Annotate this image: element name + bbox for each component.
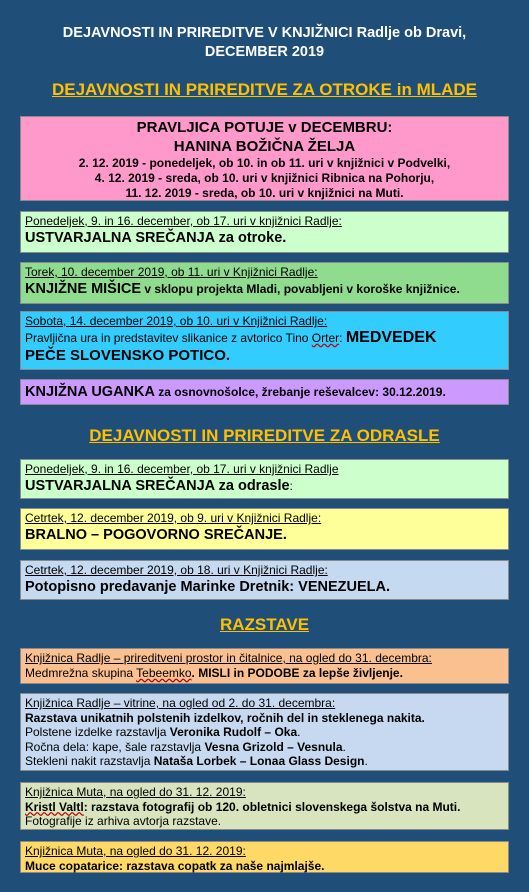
exhibit-slippers <box>20 841 509 873</box>
artist-name: Kristl Valtl <box>25 799 84 814</box>
punctuation: . <box>364 754 368 768</box>
event-date-line: 4. 12. 2019 - sreda, ob 10. uri v knjižnici Ribnica na Pohorju, <box>94 171 435 185</box>
event-name: BRALNO – POGOVORNO SREČANJE. <box>25 527 287 543</box>
event-date-line: 2. 12. 2019 - ponedeljek, ob 10. in ob 11. uri v knjižnici v Podvelki, <box>78 156 451 170</box>
event-when: Cetrtek, 12. december 2019, ob 18. uri v Knjižnici Radlje: <box>25 563 328 577</box>
author-name: Orter <box>311 331 340 345</box>
event-story-travel <box>20 116 509 201</box>
event-reading-talk <box>20 508 509 550</box>
event-date-line: 11. 12. 2019 - sreda, ob 10. uri v knjižnici na Muti. <box>125 186 404 200</box>
event-name: KNJIŽNE MIŠICE <box>25 281 142 297</box>
event-title: PRAVLJICA POTUJE v DECEMBRU: <box>136 119 393 136</box>
event-when: Sobota, 14. december 2019, ob 10. uri v Knjižnici Radlje: <box>25 314 328 328</box>
event-name-continued: PEČE SLOVENSKO POTICO. <box>25 347 231 364</box>
punctuation: . <box>297 725 301 739</box>
exhibit-line: Polstene izdelke razstavlja <box>25 725 170 739</box>
punctuation: : <box>339 331 346 345</box>
exhibit-showcases <box>20 693 509 771</box>
event-travel-lecture <box>20 560 509 600</box>
artist-name: Nataša Lorbek – Lonaa Glass Design <box>153 754 365 768</box>
event-when: Ponedeljek, 9. in 16. december, ob 17. uri v knjižnici Radlje: <box>25 214 342 228</box>
exhibit-where: Knjižnica Radlje – vitrine, na ogled od 2. do 31. decembra: <box>25 696 336 710</box>
event-description: za osnovnošolce, žrebanje reševalcev: 30.12.2019. <box>154 385 446 399</box>
event-when: Ponedeljek, 9. in 16. december, ob 17. uri v knjižnici Radlje <box>25 462 339 476</box>
event-when: Cetrtek, 12. december 2019, ob 9. uri v Knjižnici Radlje: <box>25 511 322 525</box>
page-title <box>0 24 529 62</box>
event-creative-kids <box>20 211 509 253</box>
exhibit-where: Knjižnica Muta, na ogled do 31. 12. 2019: <box>25 785 246 799</box>
exhibit-description: Medmrežna skupina <box>25 666 137 680</box>
section-heading-adults: DEJAVNOSTI IN PRIREDITVE ZA ODRASLE <box>89 426 440 445</box>
event-story-hour <box>20 311 509 370</box>
punctuation: : <box>289 479 293 493</box>
event-description: v sklopu projekta Mladi, povabljeni v koroške knjižnice. <box>141 282 460 296</box>
event-name: MEDVEDEK <box>345 329 437 346</box>
event-name: KNJIŽNA UGANKA <box>25 384 155 400</box>
exhibit-description: Razstava unikatnih polstenih izdelkov, ročnih del in steklenega nakita. <box>25 710 425 725</box>
event-book-mice <box>20 262 509 304</box>
exhibit-description: Muce copatarice: razstava copatk za naše najmlajše. <box>25 858 325 873</box>
exhibit-tebeemko <box>20 648 509 684</box>
exhibit-photographs <box>20 782 509 830</box>
punctuation: . <box>342 739 346 754</box>
event-subtitle: HANINA BOŽIČNA ŽELJA <box>173 138 356 155</box>
event-description: Pravljična ura in predstavitev slikanice z avtorico Tino <box>25 331 312 345</box>
artist-name: Vesna Grizold – Vesnula <box>204 739 343 754</box>
exhibit-note: Fotografije iz arhiva avtorja razstave. <box>25 814 222 828</box>
event-name: USTVARJALNA SREČANJA za odrasle <box>25 478 290 494</box>
event-creative-adults <box>20 459 509 499</box>
event-book-riddle <box>20 379 509 405</box>
group-name: Tebeemko <box>136 666 192 680</box>
page-title-line-1: DEJAVNOSTI IN PRIREDITVE V KNJIŽNICI Radlje ob Dravi, <box>62 25 467 41</box>
exhibit-description: : razstava fotografij ob 120. obletnici slovenskega šolstva na Muti. <box>83 799 461 814</box>
section-heading-kids: DEJAVNOSTI IN PRIREDITVE ZA OTROKE in MLADE <box>51 80 478 99</box>
section-heading-exhibits: RAZSTAVE <box>219 615 310 634</box>
event-name: Potopisno predavanje Marinke Dretnik: VENEZUELA. <box>25 579 390 595</box>
exhibit-where: Knjižnica Radlje – prireditveni prostor in čitalnice, na ogled do 31. decembra: <box>25 651 432 665</box>
exhibit-title: . MISLI in PODOBE za lepše življenje. <box>191 666 403 680</box>
artist-name: Veronika Rudolf – Oka <box>169 725 298 739</box>
event-name: USTVARJALNA SREČANJA za otroke. <box>25 230 287 246</box>
exhibit-line: Ročna dela: kape, šale razstavlja <box>25 739 205 754</box>
event-when: Torek, 10. december 2019, ob 11. uri v Knjižnici Radlje: <box>25 265 318 279</box>
exhibit-where: Knjižnica Muta, na ogled do 31. 12. 2019: <box>25 844 246 858</box>
exhibit-line: Stekleni nakit razstavlja <box>25 754 154 768</box>
page-title-line-2: DECEMBER 2019 <box>204 44 325 60</box>
